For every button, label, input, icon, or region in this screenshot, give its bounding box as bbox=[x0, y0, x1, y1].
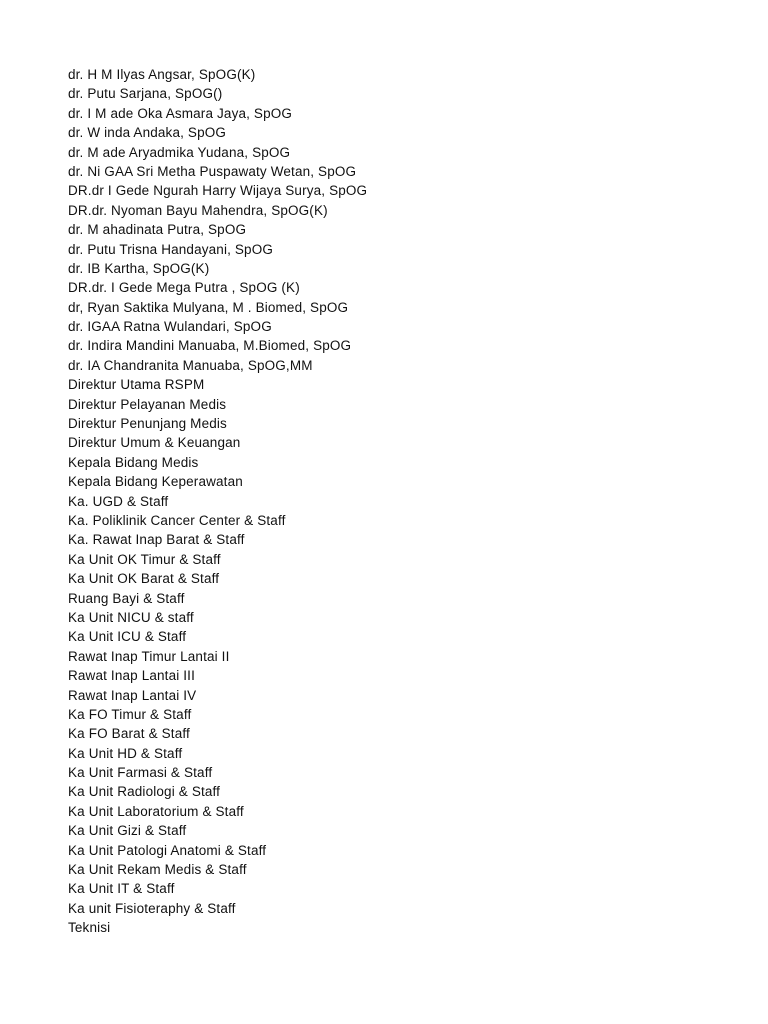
text-line: dr. M ade Aryadmika Yudana, SpOG bbox=[68, 144, 291, 160]
text-line: Teknisi bbox=[68, 920, 111, 936]
text-line: Ka Unit Patologi Anatomi & Staff bbox=[68, 842, 267, 858]
text-line: Ka. Rawat Inap Barat & Staff bbox=[68, 532, 245, 548]
text-line: Ka. Poliklinik Cancer Center & Staff bbox=[68, 512, 286, 528]
text-line: Rawat Inap Timur Lantai II bbox=[68, 648, 230, 664]
text-line: dr. Putu Sarjana, SpOG() bbox=[68, 86, 223, 102]
text-line: Direktur Utama RSPM bbox=[68, 377, 205, 393]
text-line: Ka Unit IT & Staff bbox=[68, 881, 175, 897]
text-line: DR.dr. Nyoman Bayu Mahendra, SpOG(K) bbox=[68, 202, 328, 218]
text-line: dr. Putu Trisna Handayani, SpOG bbox=[68, 241, 274, 257]
text-line: dr. IGAA Ratna Wulandari, SpOG bbox=[68, 319, 272, 335]
text-line: Direktur Umum & Keuangan bbox=[68, 435, 241, 451]
text-line: Ka Unit Rekam Medis & Staff bbox=[68, 862, 247, 878]
text-line: Ka Unit OK Barat & Staff bbox=[68, 571, 220, 587]
text-line: Direktur Penunjang Medis bbox=[68, 416, 227, 432]
text-line: dr. H M Ilyas Angsar, SpOG(K) bbox=[68, 67, 256, 82]
text-line: Ka Unit HD & Staff bbox=[68, 745, 183, 761]
text-line: dr. IA Chandranita Manuaba, SpOG,MM bbox=[68, 357, 313, 373]
text-line: DR.dr I Gede Ngurah Harry Wijaya Surya, SpOG bbox=[68, 183, 368, 199]
text-line: Ka Unit ICU & Staff bbox=[68, 629, 187, 645]
text-line: Ka Unit Gizi & Staff bbox=[68, 823, 187, 839]
text-line: dr, Ryan Saktika Mulyana, M . Biomed, SpOG bbox=[68, 299, 349, 315]
text-line: Ka Unit NICU & staff bbox=[68, 609, 194, 625]
text-line: dr. IB Kartha, SpOG(K) bbox=[68, 260, 210, 276]
text-line: Ka Unit Radiologi & Staff bbox=[68, 784, 221, 800]
text-line: Ka unit Fisioteraphy & Staff bbox=[68, 900, 236, 916]
text-line: DR.dr. I Gede Mega Putra , SpOG (K) bbox=[68, 280, 300, 296]
text-line: Ka Unit Farmasi & Staff bbox=[68, 765, 213, 781]
text-line: Kepala Bidang Keperawatan bbox=[68, 474, 243, 490]
name-list bbox=[68, 65, 367, 938]
text-line: Kepala Bidang Medis bbox=[68, 454, 199, 470]
text-line: dr. Indira Mandini Manuaba, M.Biomed, SpOG bbox=[68, 338, 352, 354]
text-line: Ka Unit Laboratorium & Staff bbox=[68, 803, 244, 819]
text-line: dr. W inda Andaka, SpOG bbox=[68, 125, 227, 141]
text-line: Ruang Bayi & Staff bbox=[68, 590, 185, 606]
text-line: Rawat Inap Lantai IV bbox=[68, 687, 197, 703]
text-line: Direktur Pelayanan Medis bbox=[68, 396, 227, 412]
text-line: Ka FO Barat & Staff bbox=[68, 726, 190, 742]
text-line: Ka FO Timur & Staff bbox=[68, 706, 192, 722]
text-line: dr. I M ade Oka Asmara Jaya, SpOG bbox=[68, 105, 293, 121]
text-line: Ka. UGD & Staff bbox=[68, 493, 169, 509]
text-line: dr. Ni GAA Sri Metha Puspawaty Wetan, SpOG bbox=[68, 163, 357, 179]
text-line: dr. M ahadinata Putra, SpOG bbox=[68, 222, 247, 238]
text-line: Ka Unit OK Timur & Staff bbox=[68, 551, 221, 567]
text-line: Rawat Inap Lantai III bbox=[68, 668, 195, 684]
